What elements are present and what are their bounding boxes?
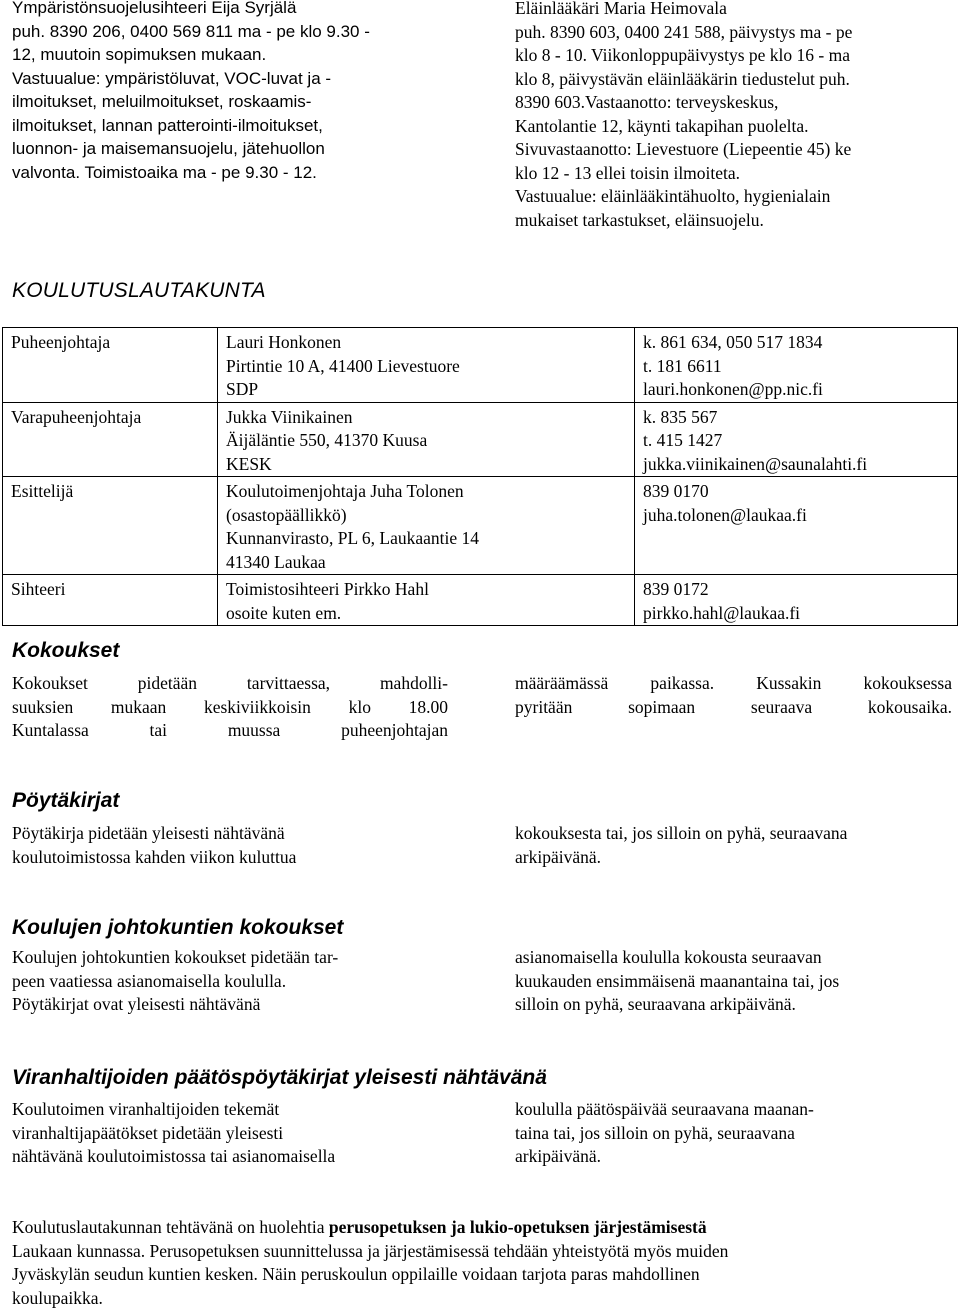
text-line: ilmoitukset, meluilmoitukset, roskaamis-: [12, 90, 462, 114]
env-secretary-block: [12, 0, 462, 184]
text-line: Kokoukset pidetään tarvittaessa, mahdolli-: [12, 672, 448, 696]
text-line: Sivuvastaanotto: Lievestuore (Liepeentie 45) ke: [515, 138, 955, 162]
info-line: Jukka Viinikainen: [226, 406, 626, 430]
duty-bold-text: perusopetuksen ja lukio-opetuksen järjestämisestä: [329, 1217, 707, 1237]
text-line: puh. 8390 206, 0400 569 811 ma - pe klo 9.30 -: [12, 20, 462, 44]
board-title: KOULUTUSLAUTAKUNTA: [12, 279, 266, 303]
contact-cell: [635, 575, 958, 626]
text-line: määräämässä paikassa. Kussakin kokouksessa: [515, 672, 952, 696]
text-line: klo 8, päivystävän eläinlääkärin tiedustelut puh.: [515, 68, 955, 92]
section-right-viranhaltijat: [515, 1098, 955, 1169]
text-line: Pöytäkirjat ovat yleisesti nähtävänä: [12, 993, 462, 1017]
text-line: valvonta. Toimistoaika ma - pe 9.30 - 12.: [12, 161, 462, 185]
table-row: [3, 402, 958, 477]
text-line: peen vaatiessa asianomaisella koululla.: [12, 970, 462, 994]
text-line: koulutoimistossa kahden viikon kuluttua: [12, 846, 462, 870]
section-left-kokoukset: [12, 672, 448, 743]
contact-line: t. 181 6611: [643, 355, 949, 379]
veterinarian-block: [515, 0, 955, 232]
contact-cell: [635, 402, 958, 477]
info-line: Lauri Honkonen: [226, 331, 626, 355]
text-line: mukaiset tarkastukset, eläinsuojelu.: [515, 209, 955, 233]
text-line: viranhaltijapäätökset pidetään yleisesti: [12, 1122, 462, 1146]
section-heading-viranhaltijat: Viranhaltijoiden päätöspöytäkirjat yleisesti nähtävänä: [12, 1066, 547, 1090]
board-duty-paragraph: [12, 1216, 952, 1310]
text-line: 8390 603.Vastaanotto: terveyskeskus,: [515, 91, 955, 115]
info-cell: [218, 575, 635, 626]
email-link[interactable]: juha.tolonen@laukaa.fi: [643, 504, 949, 528]
role-cell: Puheenjohtaja: [3, 328, 218, 403]
text-line: kokouksesta tai, jos silloin on pyhä, seuraavana: [515, 822, 955, 846]
contact-line: 839 0172: [643, 578, 949, 602]
text-line: Laukaan kunnassa. Perusopetuksen suunnittelussa ja järjestämisessä tehdään yhteistyötä myös muiden: [12, 1240, 952, 1264]
text-line: kuukauden ensimmäisenä maanantaina tai, jos: [515, 970, 955, 994]
email-link[interactable]: lauri.honkonen@pp.nic.fi: [643, 378, 949, 402]
text-line: Kantolantie 12, käynti takapihan puolelta.: [515, 115, 955, 139]
text-line: ilmoitukset, lannan patterointi-ilmoitukset,: [12, 114, 462, 138]
text-line: Vastuualue: eläinlääkintähuolto, hygienialain: [515, 185, 955, 209]
text-line: Jyväskylän seudun kuntien kesken. Näin peruskoulun oppilaille voidaan tarjota paras mahdollinen: [12, 1263, 952, 1287]
text-line: Koulujen johtokuntien kokoukset pidetään tar-: [12, 946, 462, 970]
text-line: Ympäristönsuojelusihteeri Eija Syrjälä: [12, 0, 462, 20]
text-line: taina tai, jos silloin on pyhä, seuraavana: [515, 1122, 955, 1146]
info-line: SDP: [226, 378, 626, 402]
section-right-poytakirjat: [515, 822, 955, 869]
contact-line: k. 861 634, 050 517 1834: [643, 331, 949, 355]
text-line: Vastuualue: ympäristöluvat, VOC-luvat ja -: [12, 67, 462, 91]
section-heading-kokoukset: Kokoukset: [12, 639, 119, 663]
role-cell: Sihteeri: [3, 575, 218, 626]
text-line: Pöytäkirja pidetään yleisesti nähtävänä: [12, 822, 462, 846]
table-row: [3, 575, 958, 626]
text-line: koulupaikka.: [12, 1287, 952, 1310]
table-row: [3, 477, 958, 575]
section-left-viranhaltijat: [12, 1098, 462, 1169]
text-line: arkipäivänä.: [515, 846, 955, 870]
info-line: osoite kuten em.: [226, 602, 626, 626]
contact-line: t. 415 1427: [643, 429, 949, 453]
table-row: [3, 328, 958, 403]
text-line: arkipäivänä.: [515, 1145, 955, 1169]
info-cell: [218, 477, 635, 575]
contact-cell: [635, 477, 958, 575]
board-table: [2, 327, 958, 626]
info-line: KESK: [226, 453, 626, 477]
info-line: (osastopäällikkö): [226, 504, 626, 528]
duty-intro-text: Koulutuslautakunnan tehtävänä on huolehtia: [12, 1217, 329, 1237]
info-line: Koulutoimenjohtaja Juha Tolonen: [226, 480, 626, 504]
text-line: koululla päätöspäivää seuraavana maanan-: [515, 1098, 955, 1122]
email-link[interactable]: pirkko.hahl@laukaa.fi: [643, 602, 949, 626]
text-line: asianomaisella koululla kokousta seuraavan: [515, 946, 955, 970]
text-line: pyritään sopimaan seuraava kokousaika.: [515, 696, 952, 720]
text-line: silloin on pyhä, seuraavana arkipäivänä.: [515, 993, 955, 1017]
text-line: klo 8 - 10. Viikonloppupäivystys pe klo 16 - ma: [515, 44, 955, 68]
section-right-kokoukset: [515, 672, 952, 719]
text-line: 12, muutoin sopimuksen mukaan.: [12, 43, 462, 67]
role-cell: Esittelijä: [3, 477, 218, 575]
text-line: klo 12 - 13 ellei toisin ilmoiteta.: [515, 162, 955, 186]
text-line: Kuntalassa tai muussa puheenjohtajan: [12, 719, 448, 743]
info-line: Äijäläntie 550, 41370 Kuusa: [226, 429, 626, 453]
text-line: nähtävänä koulutoimistossa tai asianomaisella: [12, 1145, 462, 1169]
text-line: puh. 8390 603, 0400 241 588, päivystys ma - pe: [515, 21, 955, 45]
contact-line: k. 835 567: [643, 406, 949, 430]
contact-cell: [635, 328, 958, 403]
info-cell: [218, 402, 635, 477]
section-heading-poytakirjat: Pöytäkirjat: [12, 789, 119, 813]
info-line: Toimistosihteeri Pirkko Hahl: [226, 578, 626, 602]
info-line: Pirtintie 10 A, 41400 Lievestuore: [226, 355, 626, 379]
info-line: 41340 Laukaa: [226, 551, 626, 575]
role-cell: Varapuheenjohtaja: [3, 402, 218, 477]
text-line: suuksien mukaan keskiviikkoisin klo 18.00: [12, 696, 448, 720]
email-link[interactable]: jukka.viinikainen@saunalahti.fi: [643, 453, 949, 477]
text-line: [12, 1216, 952, 1240]
text-line: Eläinlääkäri Maria Heimovala: [515, 0, 955, 21]
section-right-johtokunnat: [515, 946, 955, 1017]
section-heading-johtokunnat: Koulujen johtokuntien kokoukset: [12, 916, 343, 940]
text-line: luonnon- ja maisemansuojelu, jätehuollon: [12, 137, 462, 161]
text-line: Koulutoimen viranhaltijoiden tekemät: [12, 1098, 462, 1122]
section-left-johtokunnat: [12, 946, 462, 1017]
section-left-poytakirjat: [12, 822, 462, 869]
contact-line: 839 0170: [643, 480, 949, 504]
info-cell: [218, 328, 635, 403]
info-line: Kunnanvirasto, PL 6, Laukaantie 14: [226, 527, 626, 551]
